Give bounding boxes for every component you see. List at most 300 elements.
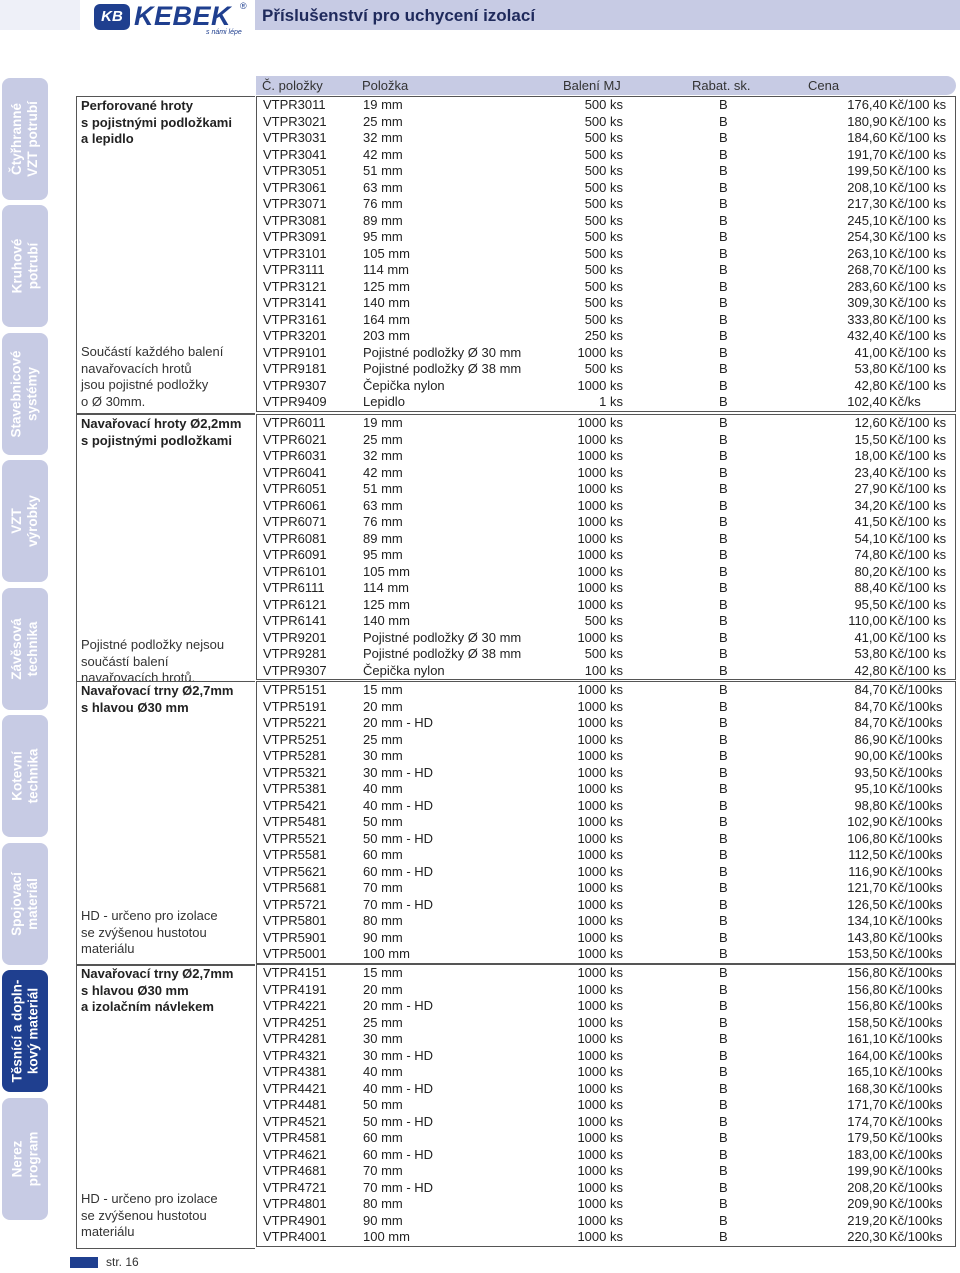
item-name: 164 mm [363,311,410,327]
item-name: 40 mm [363,1064,403,1079]
item-rabat: B [719,1179,728,1195]
item-pack: 500 ks [584,262,623,277]
item-price: 80,20 [854,563,887,579]
item-price: 53,80 [854,646,887,661]
item-pack: 1000 ks [577,929,623,945]
item-code: VTPR3011 [263,97,326,112]
item-code: VTPR4381 [263,1064,327,1079]
section-table [256,414,956,680]
item-pack: 1000 ks [577,896,623,912]
item-rabat: B [719,1146,728,1162]
item-rabat: B [719,311,728,327]
item-rabat: B [719,1163,728,1178]
item-unit: Kč/100 ks [889,377,947,393]
table-row [257,196,955,213]
item-name: 50 mm [363,814,403,829]
item-name: Čepička nylon [363,662,445,678]
item-unit: Kč/100ks [889,1130,943,1145]
item-rabat: B [719,563,728,579]
item-unit: Kč/100 ks [889,146,947,162]
sidebar-tab-label: Těsnící a dopln- kový materiál [9,979,41,1083]
item-rabat: B [719,748,728,763]
logo-text: KEBEK [134,1,232,31]
item-code: VTPR5421 [263,797,327,813]
table-row [257,547,955,564]
item-unit: Kč/100ks [889,781,943,796]
item-unit: Kč/100ks [889,748,943,763]
item-name: 50 mm - HD [363,1113,434,1129]
item-price: 98,80 [854,797,887,813]
item-price: 93,50 [854,764,887,780]
item-rabat: B [719,830,728,846]
item-price: 102,40 [847,394,887,409]
item-unit: Kč/100 ks [889,344,947,360]
item-code: VTPR3101 [263,245,327,261]
item-price: 156,80 [847,981,887,997]
table-row [257,1097,955,1114]
table-row [257,1015,955,1032]
section-description [76,964,255,1249]
item-name: 125 mm [363,596,410,612]
item-pack: 500 ks [584,146,623,162]
item-price: 199,50 [847,163,887,178]
item-unit: Kč/100 ks [889,448,947,463]
item-code: VTPR3081 [263,212,327,228]
item-code: VTPR5151 [263,682,327,697]
item-rabat: B [719,262,728,277]
item-unit: Kč/100ks [889,1196,943,1211]
item-code: VTPR4901 [263,1212,327,1228]
table-row [257,930,955,947]
item-name: 70 mm [363,880,403,895]
item-rabat: B [719,662,728,678]
item-pack: 500 ks [584,295,623,310]
table-row [257,213,955,230]
item-unit: Kč/100ks [889,880,943,895]
item-unit: Kč/100 ks [889,311,947,327]
item-name: 15 mm [363,965,403,980]
item-name: 105 mm [363,563,410,579]
item-name: 60 mm [363,1130,403,1145]
item-price: 254,30 [847,229,887,244]
item-unit: Kč/100 ks [889,497,947,513]
item-pack: 1000 ks [577,764,623,780]
item-pack: 1000 ks [577,1047,623,1063]
item-pack: 500 ks [584,179,623,195]
description-column [76,96,254,1248]
item-pack: 1000 ks [577,1113,623,1129]
item-unit: Kč/100ks [889,1212,943,1228]
item-rabat: B [719,814,728,829]
item-code: VTPR5901 [263,929,327,945]
item-price: 220,30 [847,1229,887,1244]
item-pack: 1000 ks [577,377,623,393]
item-price: 309,30 [847,295,887,310]
section-title: Navařovací trny Ø2,7mm s hlavou Ø30 mm [81,683,234,715]
item-code: VTPR6031 [263,448,327,463]
item-unit: Kč/100ks [889,830,943,846]
section-description [76,681,255,966]
item-price: 191,70 [847,146,887,162]
item-name: 114 mm [363,580,409,595]
item-price: 168,30 [847,1080,887,1096]
item-unit: Kč/100ks [889,1146,943,1162]
item-price: 102,90 [847,814,887,829]
table-row [257,1147,955,1164]
item-pack: 1000 ks [577,1229,623,1244]
col-code-header: Č. položky [262,78,323,93]
table-row [257,514,955,531]
item-name: 40 mm [363,781,403,796]
item-code: VTPR5521 [263,830,327,846]
item-price: 42,80 [854,662,887,678]
item-code: VTPR5581 [263,847,327,862]
item-unit: Kč/100 ks [889,415,947,430]
table-row [257,765,955,782]
item-price: 174,70 [847,1113,887,1129]
sidebar-tab-0[interactable] [2,78,48,200]
item-code: VTPR5221 [263,715,327,730]
table-row [257,580,955,597]
table-row [257,328,955,345]
item-pack: 1000 ks [577,847,623,862]
item-rabat: B [719,328,728,343]
item-name: 70 mm [363,1163,403,1178]
item-rabat: B [719,278,728,294]
item-rabat: B [719,497,728,513]
item-pack: 500 ks [584,311,623,327]
table-row [257,378,955,395]
item-code: VTPR4251 [263,1014,327,1030]
sidebar-tab-label: Kotevní technika [9,748,40,804]
item-name: 50 mm - HD [363,830,434,846]
item-rabat: B [719,715,728,730]
item-price: 183,00 [847,1146,887,1162]
item-pack: 1000 ks [577,464,623,480]
item-code: VTPR6071 [263,514,327,529]
item-price: 23,40 [854,464,887,480]
item-unit: Kč/100 ks [889,596,947,612]
item-name: 114 mm [363,262,409,277]
item-pack: 1000 ks [577,530,623,546]
table-row [257,279,955,296]
page-title: Příslušenství pro uchycení izolací [262,6,536,25]
item-unit: Kč/100ks [889,715,943,730]
item-unit: Kč/100 ks [889,196,947,211]
item-name: 25 mm [363,731,403,747]
item-price: 156,80 [847,965,887,980]
item-price: 283,60 [847,278,887,294]
item-pack: 1000 ks [577,497,623,513]
item-price: 110,00 [848,613,887,628]
item-pack: 1000 ks [577,731,623,747]
item-code: VTPR4581 [263,1130,327,1145]
item-unit: Kč/100ks [889,1014,943,1030]
item-pack: 500 ks [584,97,623,112]
item-code: VTPR6141 [263,613,327,628]
item-pack: 500 ks [584,245,623,261]
item-price: 12,60 [854,415,887,430]
table-row [257,361,955,378]
item-pack: 1000 ks [577,863,623,879]
item-price: 90,00 [854,748,887,763]
item-name: 15 mm [363,682,403,697]
table-row [257,1114,955,1131]
item-price: 116,90 [848,863,887,879]
item-price: 208,20 [847,1179,887,1195]
item-price: 432,40 [847,328,887,343]
table-row [257,394,955,411]
item-pack: 500 ks [584,196,623,211]
item-price: 158,50 [847,1014,887,1030]
item-name: 20 mm - HD [363,715,434,730]
item-price: 161,10 [847,1031,887,1046]
item-code: VTPR5681 [263,880,327,895]
item-pack: 1000 ks [577,946,623,961]
item-price: 184,60 [847,130,887,145]
item-pack: 1000 ks [577,913,623,928]
item-code: VTPR6041 [263,464,327,480]
item-price: 153,50 [847,946,887,961]
col-rabat-header: Rabat. sk. [692,78,751,93]
item-rabat: B [719,514,728,529]
item-pack: 500 ks [584,278,623,294]
item-rabat: B [719,1031,728,1046]
table-row [257,663,955,680]
table-row [257,613,955,630]
table-row [257,864,955,881]
sidebar-tab-2[interactable] [2,333,48,455]
table-row [257,946,955,963]
table-row [257,982,955,999]
sidebar-tab-7[interactable] [2,970,48,1092]
item-rabat: B [719,929,728,945]
item-rabat: B [719,1014,728,1030]
section-table [256,96,956,412]
item-price: 209,90 [847,1196,887,1211]
item-pack: 1000 ks [577,781,623,796]
item-code: VTPR9101 [263,344,327,360]
item-pack: 500 ks [584,113,623,129]
table-row [257,1031,955,1048]
item-name: Pojistné podložky Ø 30 mm [363,629,522,645]
item-price: 245,10 [847,212,887,228]
item-code: VTPR6061 [263,497,327,513]
item-name: 203 mm [363,328,410,343]
item-name: 20 mm [363,981,403,997]
sidebar-tab-label: Kruhové potrubí [9,238,41,294]
item-code: VTPR6011 [263,415,326,430]
table-row [257,880,955,897]
item-price: 268,70 [847,262,887,277]
sidebar-tab-1[interactable] [2,205,48,327]
item-pack: 1000 ks [577,1163,623,1178]
item-price: 164,00 [847,1047,887,1063]
item-pack: 1000 ks [577,415,623,430]
item-code: VTPR5481 [263,814,327,829]
item-rabat: B [719,946,728,961]
item-unit: Kč/100 ks [889,464,947,480]
item-name: 51 mm [363,481,403,496]
item-unit: Kč/100 ks [889,130,947,145]
item-pack: 500 ks [584,130,623,145]
item-pack: 1000 ks [577,797,623,813]
item-code: VTPR4321 [263,1047,327,1063]
item-rabat: B [719,847,728,862]
item-unit: Kč/100ks [889,929,943,945]
footer-bar [70,1257,98,1268]
table-row [257,564,955,581]
item-unit: Kč/100ks [889,981,943,997]
item-name: 89 mm [363,212,403,228]
item-unit: Kč/100 ks [889,229,947,244]
item-code: VTPR3161 [263,311,327,327]
sidebar-tab-5[interactable] [2,715,48,837]
item-pack: 1000 ks [577,1014,623,1030]
item-code: VTPR4521 [263,1113,327,1129]
item-unit: Kč/100ks [889,814,943,829]
item-pack: 500 ks [584,361,623,376]
item-pack: 1000 ks [577,715,623,730]
item-code: VTPR4221 [263,998,327,1013]
item-rabat: B [719,1047,728,1063]
item-price: 219,20 [847,1212,887,1228]
item-name: Pojistné podložky Ø 38 mm [363,646,522,661]
item-code: VTPR3121 [263,278,327,294]
table-row [257,1163,955,1180]
item-rabat: B [719,547,728,562]
sidebar-tab-6[interactable] [2,843,48,965]
item-rabat: B [719,113,728,129]
item-name: 63 mm [363,497,403,513]
item-pack: 1000 ks [577,748,623,763]
item-price: 199,90 [847,1163,887,1178]
item-pack: 1000 ks [577,1064,623,1079]
item-unit: Kč/100 ks [889,613,947,628]
item-unit: Kč/100ks [889,797,943,813]
item-unit: Kč/100ks [889,896,943,912]
item-code: VTPR5191 [263,698,327,714]
item-rabat: B [719,481,728,496]
item-name: 25 mm [363,431,403,447]
sidebar-tab-8[interactable] [2,1098,48,1220]
item-pack: 1000 ks [577,514,623,529]
item-code: VTPR4421 [263,1080,327,1096]
item-price: 171,70 [847,1097,887,1112]
table-row [257,448,955,465]
item-rabat: B [719,998,728,1013]
item-name: 90 mm [363,1212,403,1228]
item-name: 42 mm [363,464,403,480]
item-unit: Kč/100 ks [889,245,947,261]
item-pack: 1000 ks [577,1196,623,1211]
item-unit: Kč/100ks [889,946,943,961]
item-name: 60 mm - HD [363,863,434,879]
item-pack: 1000 ks [577,1212,623,1228]
item-name: 60 mm [363,847,403,862]
item-pack: 1000 ks [577,998,623,1013]
item-unit: Kč/100ks [889,913,943,928]
item-price: 179,50 [847,1130,887,1145]
item-name: 90 mm [363,929,403,945]
item-code: VTPR5381 [263,781,327,796]
item-rabat: B [719,1097,728,1112]
sidebar-tab-3[interactable] [2,460,48,582]
item-unit: Kč/100 ks [889,646,947,661]
table-row [257,114,955,131]
item-unit: Kč/100 ks [889,278,947,294]
item-pack: 1000 ks [577,629,623,645]
item-pack: 1000 ks [577,580,623,595]
sidebar-tab-label: Závěsová technika [9,618,41,680]
item-rabat: B [719,448,728,463]
table-row [257,1180,955,1197]
item-unit: Kč/100 ks [889,530,947,546]
item-name: 95 mm [363,547,403,562]
table-row [257,630,955,647]
item-pack: 500 ks [584,163,623,178]
item-code: VTPR4481 [263,1097,327,1112]
table-row [257,415,955,432]
item-pack: 1000 ks [577,981,623,997]
item-pack: 500 ks [584,229,623,244]
item-unit: Kč/100ks [889,731,943,747]
item-code: VTPR5001 [263,946,327,961]
item-unit: Kč/100ks [889,1047,943,1063]
table-row [257,97,955,114]
table-row [257,1064,955,1081]
item-price: 41,50 [854,514,887,529]
item-name: 140 mm [363,613,410,628]
item-unit: Kč/100ks [889,1229,943,1244]
item-price: 106,80 [847,830,887,846]
item-pack: 1000 ks [577,814,623,829]
item-code: VTPR6111 [263,580,325,595]
item-rabat: B [719,981,728,997]
item-code: VTPR6051 [263,481,327,496]
item-price: 176,40 [847,97,887,112]
item-code: VTPR5281 [263,748,327,763]
table-row [257,965,955,982]
sidebar-tab-label: Čtyřhranné VZT potrubí [9,101,41,177]
item-code: VTPR4681 [263,1163,327,1178]
table-row [257,1229,955,1246]
section-description [76,414,255,685]
sidebar-tab-4[interactable] [2,588,48,710]
item-unit: Kč/100 ks [889,179,947,195]
item-code: VTPR3141 [263,295,327,310]
table-row [257,312,955,329]
item-rabat: B [719,880,728,895]
item-unit: Kč/100ks [889,1179,943,1195]
item-name: Pojistné podložky Ø 30 mm [363,344,522,360]
item-code: VTPR9281 [263,646,327,661]
item-price: 263,10 [847,245,887,261]
section-title: Navařovací hroty Ø2,2mm s pojistnými podložkami [81,416,242,448]
item-name: 89 mm [363,530,403,546]
section-title: Navařovací trny Ø2,7mm s hlavou Ø30 mm a izolačním návlekem [81,966,234,1014]
item-price: 84,70 [854,698,887,714]
item-unit: Kč/100 ks [889,514,947,529]
item-rabat: B [719,530,728,546]
item-code: VTPR5621 [263,863,327,879]
item-name: Lepidlo [363,394,405,409]
item-rabat: B [719,863,728,879]
item-code: VTPR4281 [263,1031,327,1046]
item-unit: Kč/100 ks [889,431,947,447]
item-rabat: B [719,896,728,912]
item-unit: Kč/100 ks [889,580,947,595]
